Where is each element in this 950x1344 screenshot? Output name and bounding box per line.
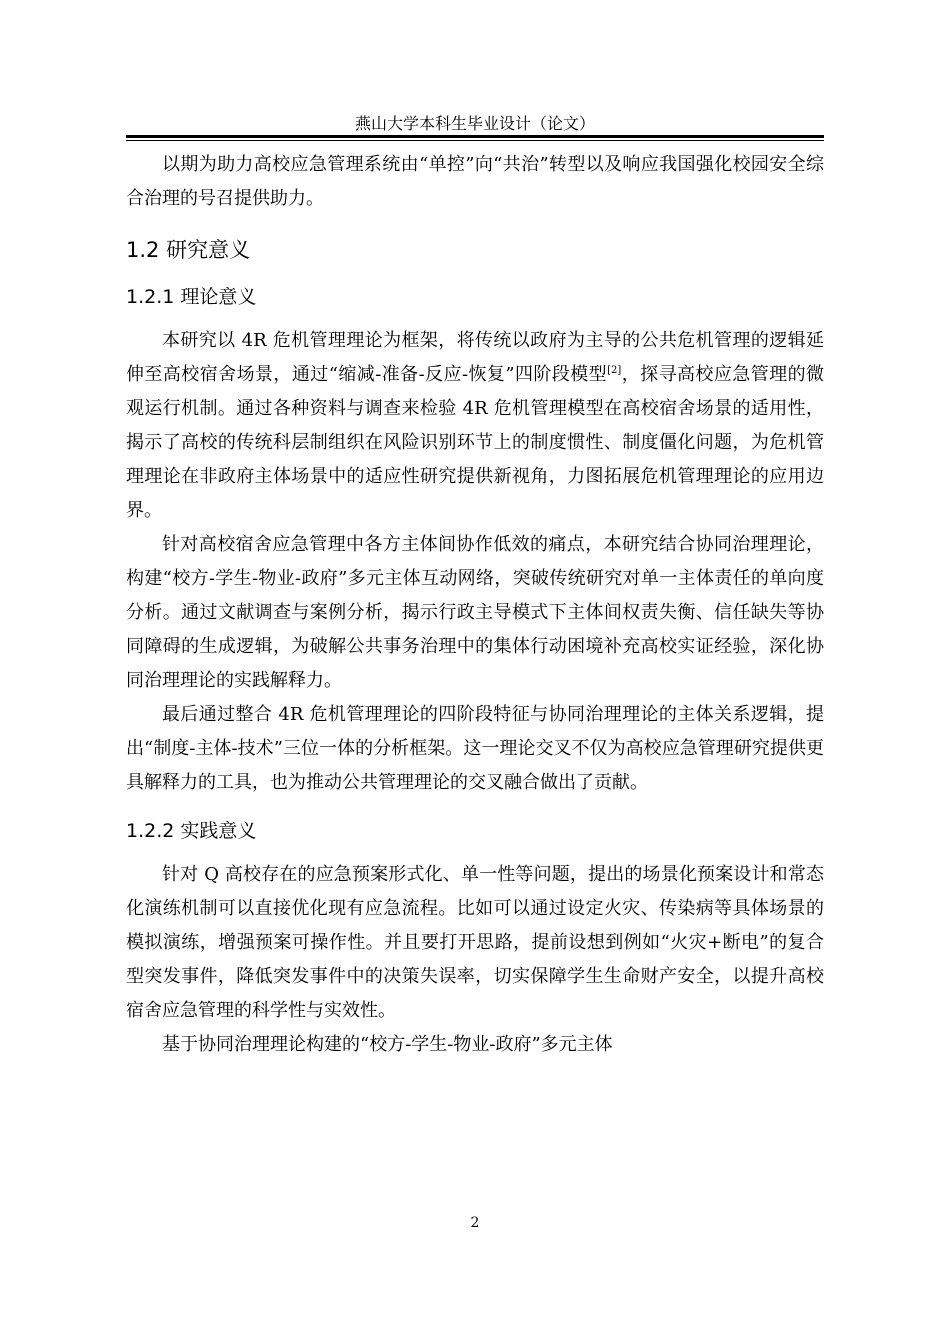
citation-marker[interactable]: [2] <box>607 365 622 376</box>
running-header-title: 燕山大学本科生毕业设计（论文） <box>354 114 595 133</box>
practice-paragraph-1: 针对 Q 高校存在的应急预案形式化、单一性等问题，提出的场景化预案设计和常态化演练机制可以直接优化现有应急流程。比如可以通过设定火灾、传染病等具体场景的模拟演练，增强预案可操作性。并且要打开思路，提前设想到例如“火灾+断电”的复合型突发事件，降低突发事件中的决策失误率，切实保障学生生命财产安全，以提升高校宿舍应急管理的科学性与实效性。 <box>126 864 824 1021</box>
subsection-heading-practice: 1.2.2 实践意义 <box>126 820 257 842</box>
theory-paragraph-1 <box>126 324 824 528</box>
header-rule-thin <box>126 140 824 141</box>
theory-paragraph-1-text-a: 本研究以 4R 危机管理理论为框架，将传统以政府为主导的公共危机管理的逻辑延伸至高校宿舍场景，通过“缩减-准备-反应-恢复”四阶段模型 <box>126 330 824 385</box>
practice-paragraph-2: 基于协同治理理论构建的“校方-学生-物业-政府”多元主体 <box>162 1034 613 1055</box>
page-body <box>126 148 824 1062</box>
page-number: 2 <box>470 1215 480 1231</box>
header-rule-thick <box>126 135 824 138</box>
theory-paragraph-1-text-b: ，探寻高校应急管理的微观运行机制。通过各种资料与调查来检验 4R 危机管理模型在高校宿舍场景的适用性，揭示了高校的传统科层制组织在风险识别环节上的制度惯性、制度僵化问题，为危机管理理论在非政府主体场景中的适应性研究提供新视角，力图拓展危机管理理论的应用边界。 <box>126 364 825 521</box>
subsection-heading-theory: 1.2.1 理论意义 <box>126 286 257 308</box>
theory-paragraph-2: 针对高校宿舍应急管理中各方主体间协作低效的痛点，本研究结合协同治理理论，构建“校方-学生-物业-政府”多元主体互动网络，突破传统研究对单一主体责任的单向度分析。通过文献调查与案例分析，揭示行政主导模式下主体间权责失衡、信任缺失等协同障碍的生成逻辑，为破解公共事务治理中的集体行动困境补充高校实证经验，深化协同治理理论的实践解释力。 <box>126 534 824 691</box>
continuation-paragraph: 以期为助力高校应急管理系统由“单控”向“共治”转型以及响应我国强化校园安全综合治理的号召提供助力。 <box>126 154 824 209</box>
theory-paragraph-3: 最后通过整合 4R 危机管理理论的四阶段特征与协同治理理论的主体关系逻辑，提出“制度-主体-技术”三位一体的分析框架。这一理论交叉不仅为高校应急管理研究提供更具解释力的工具，也为推动公共管理理论的交叉融合做出了贡献。 <box>126 704 824 793</box>
section-heading: 1.2 研究意义 <box>126 238 251 262</box>
